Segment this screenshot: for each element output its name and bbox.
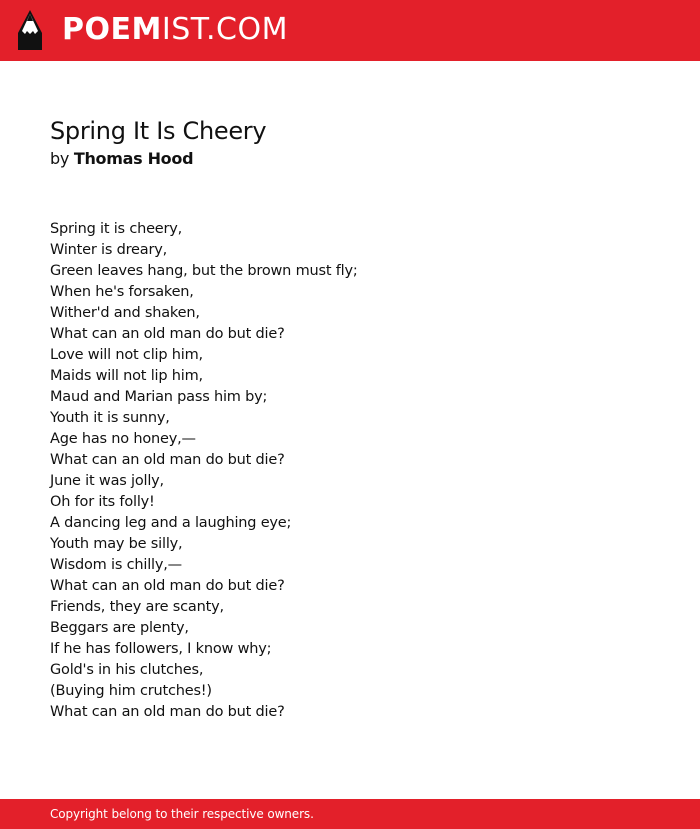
poem-body	[50, 219, 358, 723]
site-header	[0, 0, 700, 61]
poem-line: What can an old man do but die?	[50, 704, 285, 720]
copyright-text: Copyright belong to their respective owners.	[50, 807, 314, 821]
poem-line: Maids will not lip him,	[50, 368, 203, 384]
poem-line: Spring it is cheery,	[50, 221, 183, 237]
poem-line: Youth it is sunny,	[50, 410, 170, 426]
poem-line: Wisdom is chilly,—	[50, 557, 182, 573]
poem-line: Green leaves hang, but the brown must fly;	[50, 263, 358, 279]
poem-line: What can an old man do but die?	[50, 452, 285, 468]
poem-line: What can an old man do but die?	[50, 326, 285, 342]
poem-line: What can an old man do but die?	[50, 578, 285, 594]
poem-line: A dancing leg and a laughing eye;	[50, 515, 292, 531]
poem-line: June it was jolly,	[50, 473, 164, 489]
site-footer	[0, 799, 700, 829]
poem-line: If he has followers, I know why;	[50, 641, 272, 657]
logo-bold-text: POEM	[62, 12, 162, 47]
poem-line: Love will not clip him,	[50, 347, 203, 363]
poem-line: Wither'd and shaken,	[50, 305, 200, 321]
poem-line: Gold's in his clutches,	[50, 662, 204, 678]
poem-line: Oh for its folly!	[50, 494, 155, 510]
site-logo[interactable]	[62, 13, 288, 47]
poem-author: Thomas Hood	[73, 149, 194, 168]
by-label: by	[50, 149, 70, 168]
poem-line: (Buying him crutches!)	[50, 683, 212, 699]
poem-line: When he's forsaken,	[50, 284, 194, 300]
poem-line: Beggars are plenty,	[50, 620, 189, 636]
poem-line: Winter is dreary,	[50, 242, 168, 258]
poem-line: Friends, they are scanty,	[50, 599, 224, 615]
poem-title: Spring It Is Cheery	[50, 117, 267, 145]
poem-line: Maud and Marian pass him by;	[50, 389, 268, 405]
pencil-icon[interactable]	[17, 9, 43, 51]
byline	[50, 149, 193, 169]
logo-light-text: IST.COM	[161, 12, 288, 47]
poem-line: Youth may be silly,	[50, 536, 183, 552]
poem-line: Age has no honey,—	[50, 431, 196, 447]
